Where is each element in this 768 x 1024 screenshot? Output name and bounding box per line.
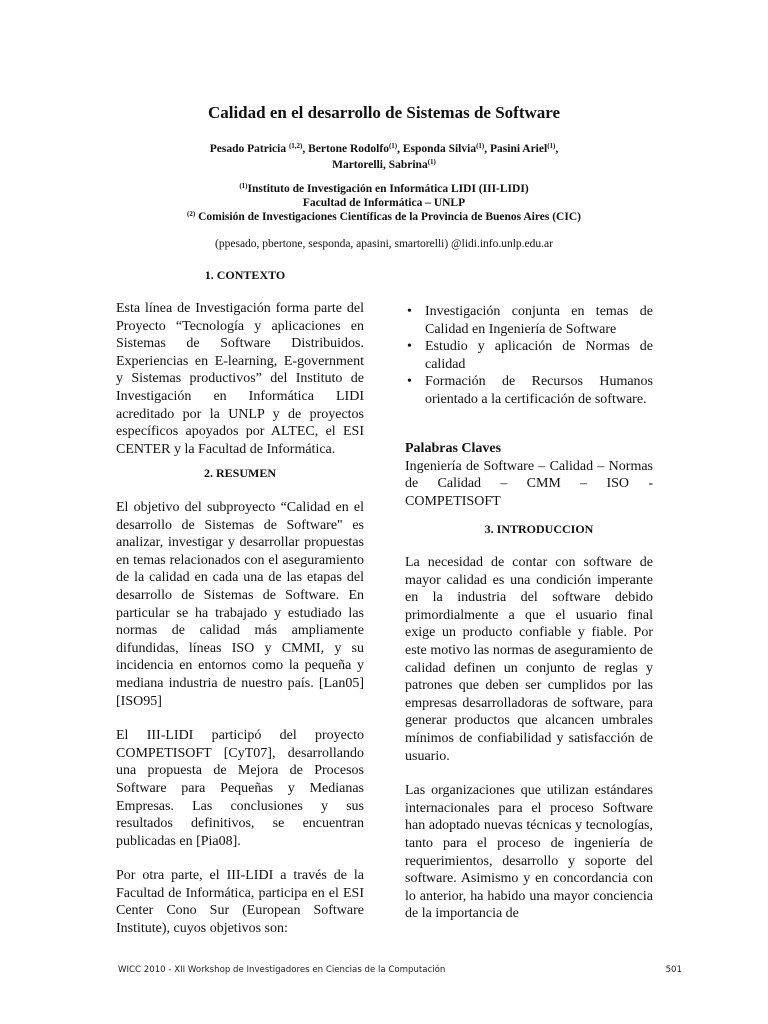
bullet-icon: • — [407, 339, 412, 355]
author-name: , Esponda Silvia — [397, 143, 477, 155]
list-item-text: Investigación conjunta en temas de Calidad en Ingeniería de Software — [425, 304, 653, 337]
affiliation-2 — [100, 210, 668, 224]
author-name: Martorelli, Sabrina — [332, 159, 428, 171]
paper-title: Calidad en el desarrollo de Sistemas de Software — [207, 103, 561, 122]
author-sup: (1,2) — [288, 142, 303, 150]
list-item — [405, 338, 653, 373]
author-sup: (1) — [388, 142, 398, 150]
heading-introduccion: 3. INTRODUCCION — [484, 522, 594, 536]
list-item — [405, 303, 653, 338]
affiliation-1b: Facultad de Informática – UNLP — [302, 197, 466, 209]
keywords-text: Ingeniería de Software – Calidad – Normas de Calidad – CMM – ISO - COMPETISOFT — [405, 458, 653, 509]
left-column-bottom — [116, 499, 364, 938]
affiliation-sup: (1) — [239, 182, 248, 190]
affiliation-sup: (2) — [187, 210, 196, 218]
footer-text: WICC 2010 - XII Workshop de Investigadores en Ciencias de la Computación — [118, 965, 446, 975]
list-item — [405, 373, 653, 408]
page-number: 501 — [665, 965, 682, 975]
paragraph-intro-1: La necesidad de contar con software de mayor calidad es una condición imperante en la industria del software debido primordialmente a que el usuario final exige un producto confiable y fiable. Por este motivo las normas de aseguramiento de calidad definen un conjunto de reglas y patrones que deben ser cumplidos por las empresas desarrolladoras de software, para generar productos que alcancen umbrales mínimos de confiabilidad y satisfacción de usuario. — [405, 555, 653, 764]
affiliations — [100, 182, 668, 224]
paragraph-resumen-3: Por otra parte, el III-LIDI a través de la Facultad de Informática, participa en el ESI Center Cono Sur (European Software Institute), cuyos objetivos son: — [116, 868, 364, 937]
author-line-1 — [130, 141, 638, 157]
author-name: Pesado Patricia — [209, 143, 289, 155]
author-name: , — [555, 143, 559, 155]
author-name: , Pasini Ariel — [484, 143, 548, 155]
paragraph-resumen-1: El objetivo del subproyecto “Calidad en el desarrollo de Sistemas de Software" es analizar, investigar y desarrollar propuestas en temas relacionados con el aseguramiento de la calidad en cada una de las etapas del desarrollo de Sistemas de Software. En particular se ha trabajado y estudiado las normas de calidad más ampliamente difundidas, líneas ISO y CMMI, y su incidencia en entornos como la pequeña y mediana industria de nuestro país. [Lan05] [ISO95] — [116, 500, 364, 709]
bullet-icon: • — [407, 304, 412, 319]
author-list — [130, 141, 638, 173]
author-emails: (ppesado, pbertone, sesponda, apasini, smartorelli) @lidi.info.unlp.edu.ar — [215, 238, 553, 250]
author-sup: (1) — [427, 158, 436, 166]
paragraph-contexto: Esta línea de Investigación forma parte del Proyecto “Tecnología y aplicaciones en Sistemas de Software Distribuidos. Experiencias en E-learning, E-government y Sistemas productivos” del Instituto de Investigación en Informática LIDI acreditado por la UNLP y de proyectos específicos apoyados por ALTEC, el ESI CENTER y la Facultad de Informática. — [116, 301, 364, 457]
keywords-heading: Palabras Claves — [405, 441, 502, 456]
affiliation-text: Instituto de Investigación en Informática LIDI (III-LIDI) — [247, 183, 529, 195]
list-item-text: Formación de Recursos Humanos orientado a la certificación de software. — [425, 374, 653, 407]
author-line-2 — [130, 157, 638, 173]
author-name: , Bertone Rodolfo — [302, 143, 389, 155]
keywords-block — [405, 440, 653, 510]
affiliation-text: Comisión de Investigaciones Científicas de la Provincia de Buenos Aires (CIC) — [195, 211, 581, 223]
right-column-bottom — [405, 554, 653, 923]
left-column-top — [116, 300, 364, 458]
list-item-text: Estudio y aplicación de Normas de calidad — [425, 339, 653, 372]
paragraph-intro-2: Las organizaciones que utilizan estándares internacionales para el proceso Software han adoptado nuevas técnicas y tecnologías, tanto para el proceso de ingeniería de requerimientos, desarrollo y soporte del software. Asimismo y en concordancia con lo anterior, ha habido una mayor conciencia de la importancia de — [405, 783, 653, 922]
heading-contexto: 1. CONTEXTO — [204, 268, 286, 282]
paragraph-resumen-2: El III-LIDI participó del proyecto COMPETISOFT [CyT07], desarrollando una propuesta de Mejora de Procesos Software para Pequeñas y Medianas Empresas. Las conclusiones y sus resultados definitivos, se encuentran publicadas en [Pia08]. — [116, 728, 364, 849]
right-column-top — [405, 303, 653, 409]
author-sup: (1) — [547, 142, 556, 150]
affiliation-1 — [100, 182, 668, 196]
objectives-list — [405, 303, 653, 409]
bullet-icon: • — [407, 374, 412, 390]
page-footer — [118, 965, 682, 975]
heading-resumen: 2. RESUMEN — [203, 466, 276, 480]
author-sup: (1) — [476, 142, 485, 150]
